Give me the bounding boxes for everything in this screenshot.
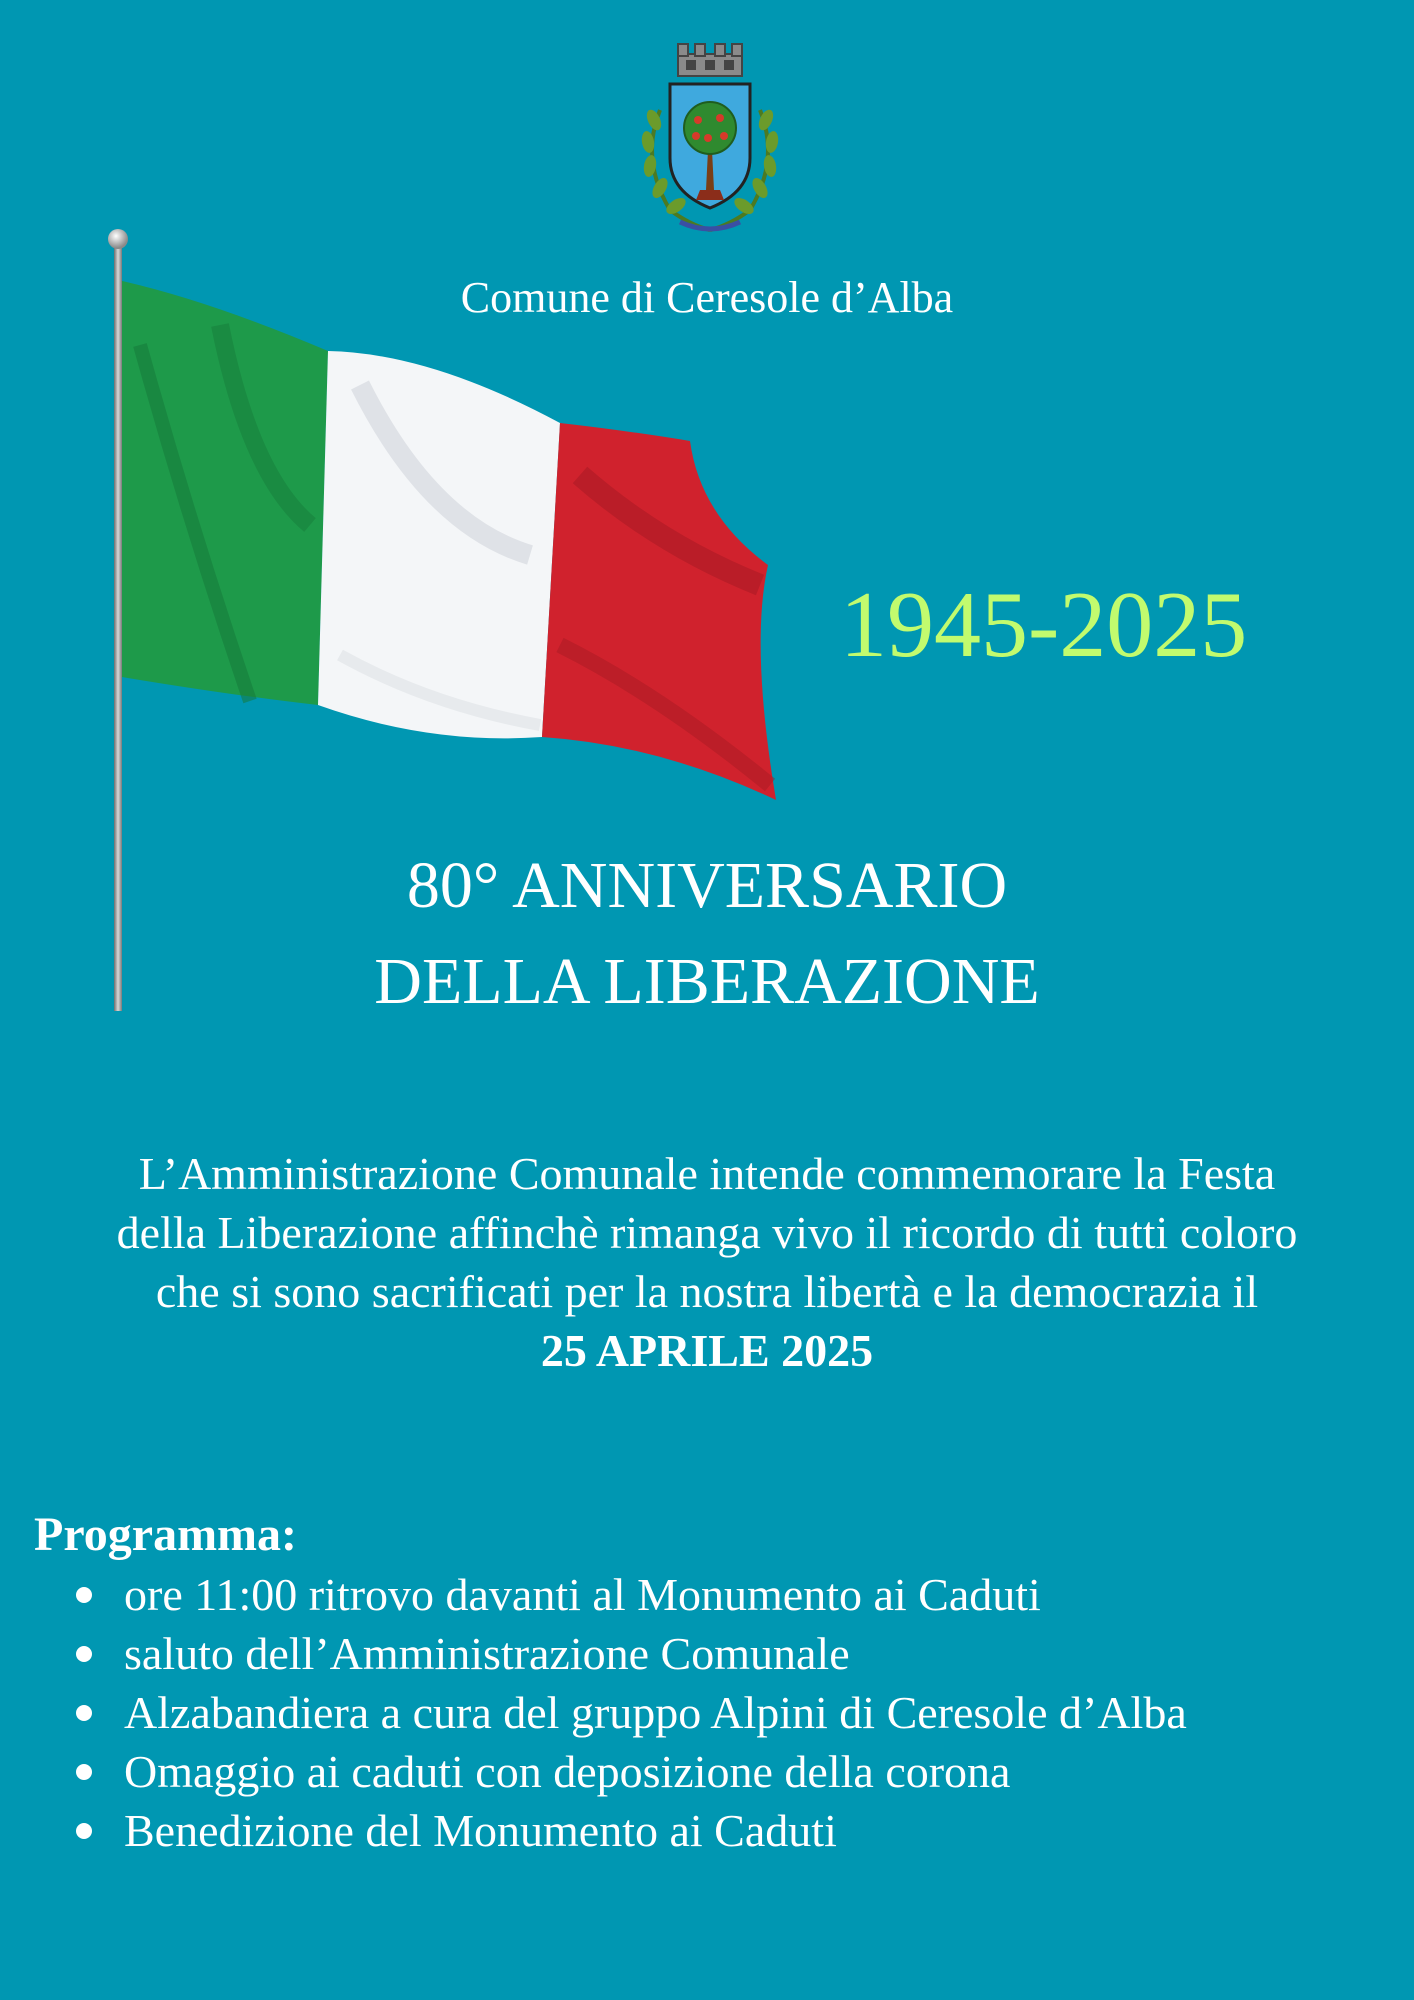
program-section <box>34 1505 1394 1860</box>
event-date: 25 APRILE 2025 <box>540 1325 874 1376</box>
coat-of-arms-icon <box>630 40 790 240</box>
program-item-text: Benedizione del Monumento ai Caduti <box>124 1805 837 1856</box>
anniversary-title <box>0 838 1414 1030</box>
intro-line-1: L’Amministrazione Comunale intende commemorare la Festa <box>138 1148 1276 1199</box>
anniversary-title-line-2: DELLA LIBERAZIONE <box>374 945 1040 1018</box>
program-item <box>34 1624 1394 1683</box>
program-item <box>34 1742 1394 1801</box>
program-item <box>34 1801 1394 1860</box>
municipality-name: Comune di Ceresole d’Alba <box>460 273 954 322</box>
bullet-icon <box>76 1646 92 1662</box>
program-item-text: saluto dell’Amministrazione Comunale <box>124 1628 850 1679</box>
bullet-icon <box>76 1705 92 1721</box>
anniversary-years: 1945-2025 <box>840 573 1248 677</box>
intro-paragraph <box>20 1144 1394 1380</box>
program-item-text: Omaggio ai caduti con deposizione della corona <box>124 1746 1011 1797</box>
anniversary-title-line-1: 80° ANNIVERSARIO <box>406 849 1008 922</box>
bullet-icon <box>76 1764 92 1780</box>
program-item <box>34 1565 1394 1624</box>
program-item-text: Alzabandiera a cura del gruppo Alpini di Ceresole d’Alba <box>124 1687 1187 1738</box>
intro-line-2: della Liberazione affinchè rimanga vivo il ricordo di tutti coloro <box>116 1207 1298 1258</box>
program-heading: Programma: <box>34 1508 298 1561</box>
program-list <box>34 1565 1394 1860</box>
program-item <box>34 1683 1394 1742</box>
bullet-icon <box>76 1823 92 1839</box>
program-item-text: ore 11:00 ritrovo davanti al Monumento ai Caduti <box>124 1569 1041 1620</box>
bullet-icon <box>76 1587 92 1603</box>
intro-line-3: che si sono sacrificati per la nostra libertà e la democrazia il <box>155 1266 1259 1317</box>
